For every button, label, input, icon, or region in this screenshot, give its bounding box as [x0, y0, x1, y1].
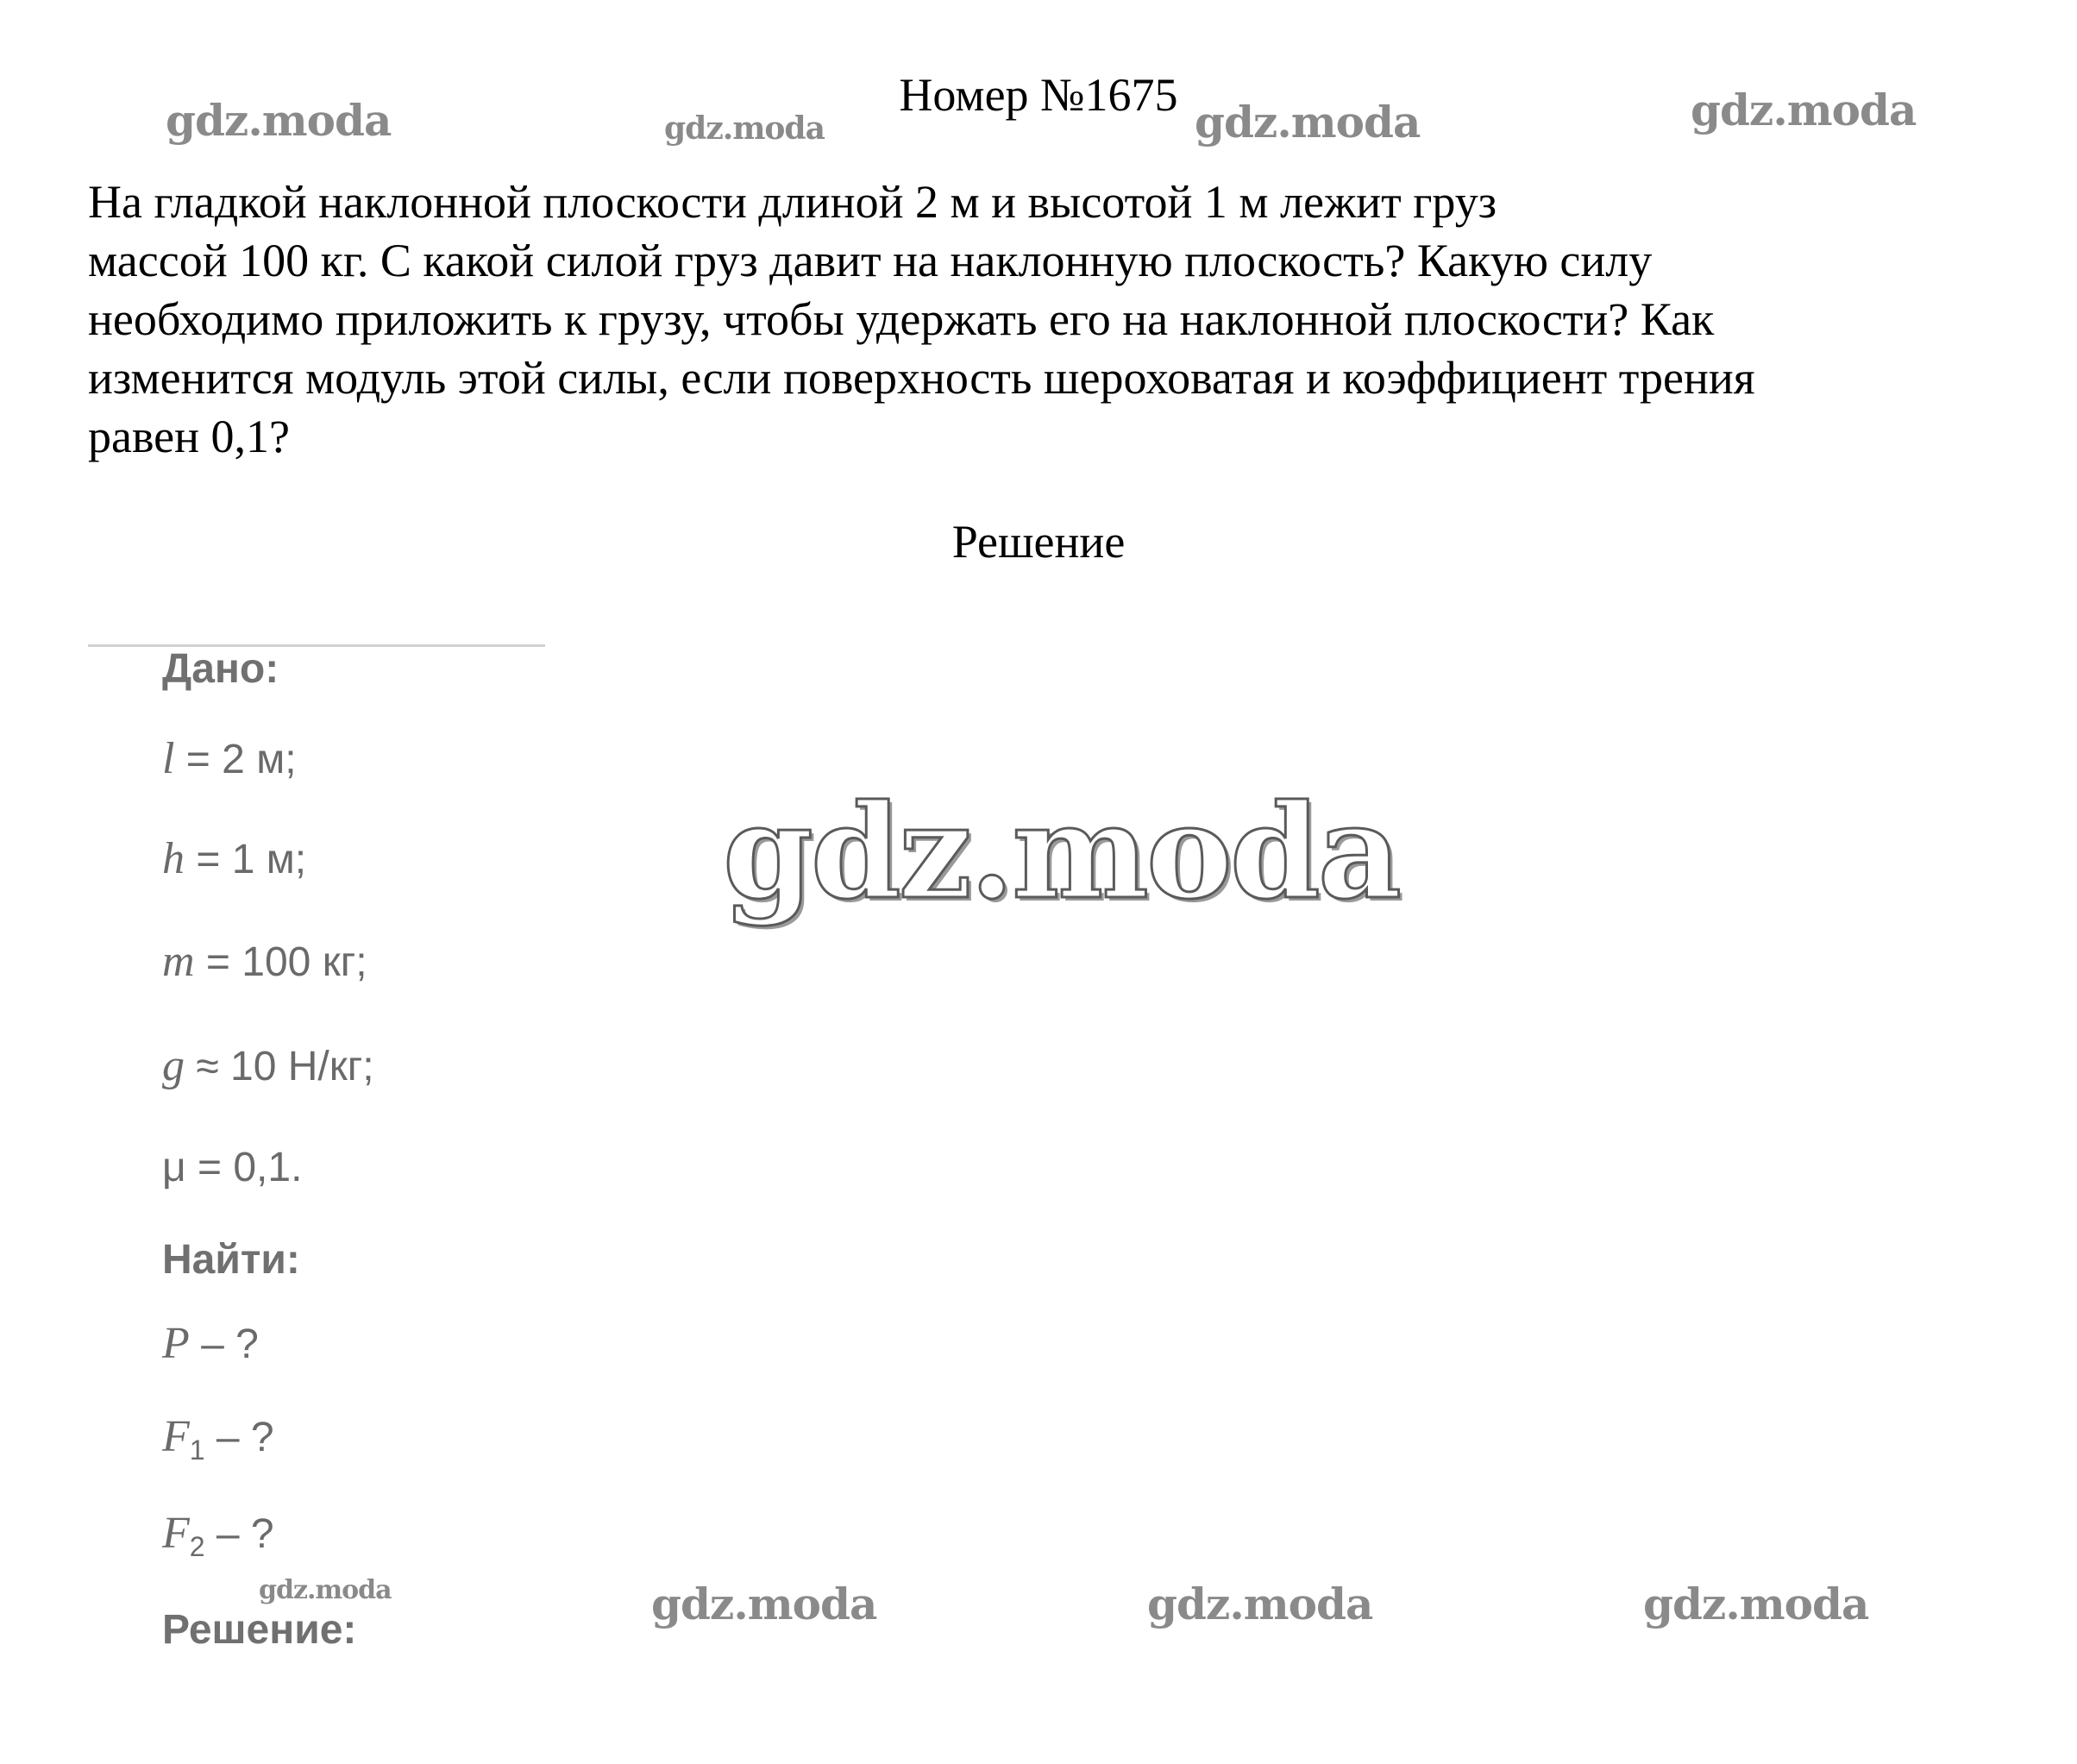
watermark-logo: gdz.moda	[1195, 97, 1421, 148]
given-item-gravity: g ≈ 10 Н/кг;	[162, 1041, 374, 1090]
watermark-logo: gdz.moda	[259, 1575, 392, 1605]
problem-line: изменится модуль этой силы, если поверхность шероховатая и коэффициент трения	[88, 352, 1755, 404]
find-item-force-1: $F_1$ – ?	[162, 1412, 274, 1466]
watermark-logo: gdz.moda	[1691, 85, 1917, 135]
problem-line: равен 0,1?	[88, 411, 290, 462]
solution-heading: Решение	[951, 516, 1126, 568]
given-divider	[88, 644, 545, 647]
find-label: Найти:	[162, 1237, 300, 1283]
page-title: Номер №1675	[899, 69, 1178, 121]
problem-line: массой 100 кг. С какой силой груз давит на наклонную плоскость? Какую силу	[88, 235, 1653, 286]
given-item-friction: μ = 0,1.	[162, 1145, 303, 1190]
watermark-logo: gdz.moda	[1643, 1579, 1869, 1629]
watermark-logo-large: gdz.moda	[723, 776, 1400, 928]
given-item-length: l = 2 м;	[162, 734, 297, 783]
solution-label: Решение:	[162, 1607, 357, 1653]
given-item-mass: m = 100 кг;	[162, 937, 367, 986]
find-item-force-2: $F_2$ – ?	[162, 1509, 274, 1562]
given-item-height: h = 1 м;	[162, 834, 307, 883]
problem-line: На гладкой наклонной плоскости длиной 2 м и высотой 1 м лежит груз	[88, 176, 1497, 228]
watermark-logo: gdz.moda	[1147, 1579, 1373, 1629]
watermark-logo: gdz.moda	[651, 1579, 877, 1629]
problem-statement	[88, 173, 2011, 466]
watermark-logo: gdz.moda	[664, 110, 825, 147]
problem-line: необходимо приложить к грузу, чтобы удержать его на наклонной плоскости? Как	[88, 293, 1715, 345]
given-label: Дано:	[162, 646, 279, 692]
find-item-weight: P – ?	[162, 1319, 259, 1368]
watermark-logo: gdz.moda	[166, 95, 392, 146]
